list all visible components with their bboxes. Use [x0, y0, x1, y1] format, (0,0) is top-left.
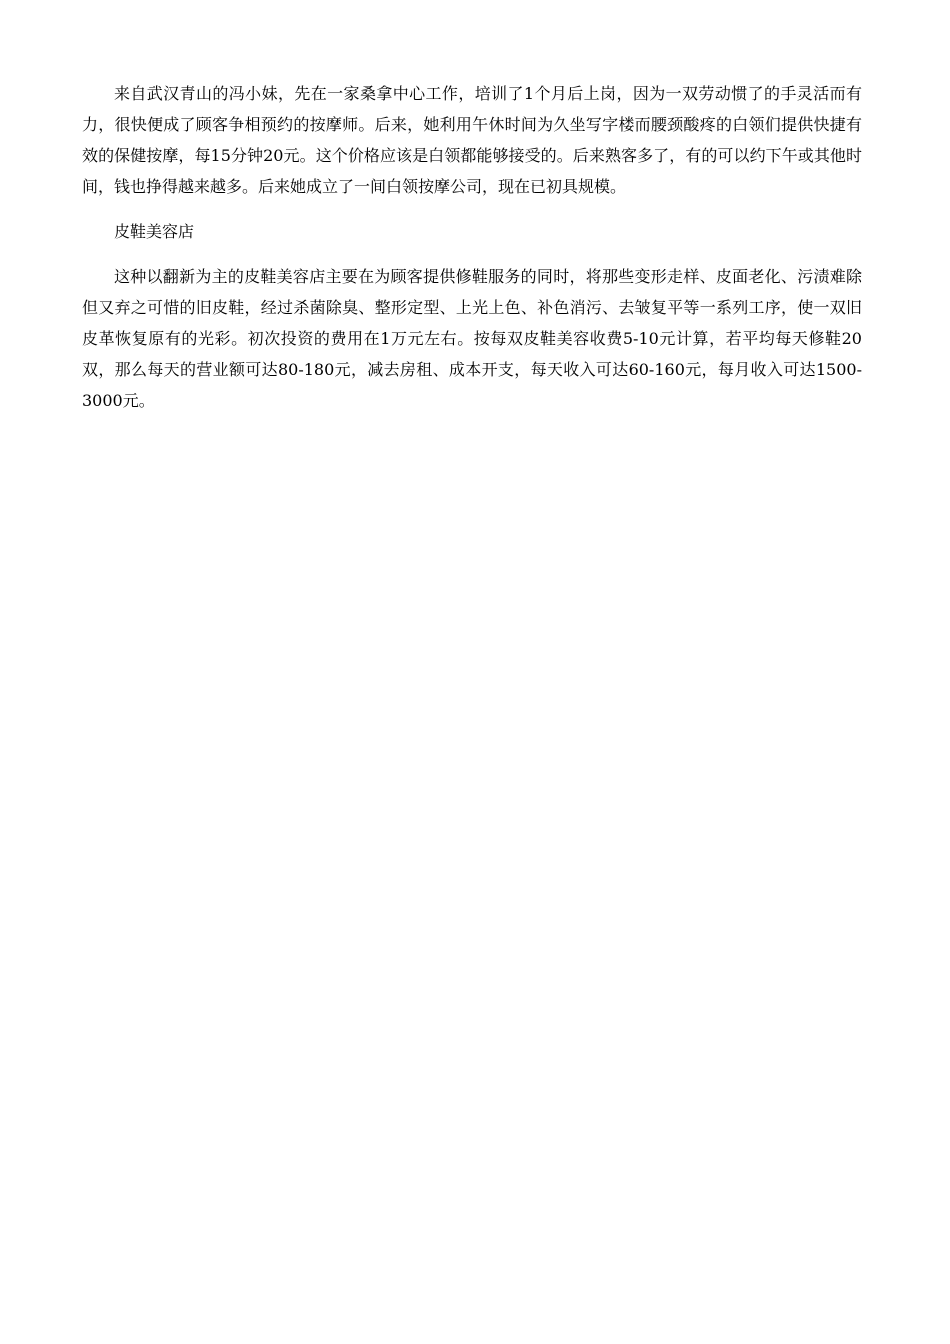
- paragraph-massage-story: 来自武汉青山的冯小妹，先在一家桑拿中心工作，培训了1个月后上岗，因为一双劳动惯了的手灵活而有力，很快便成了顾客争相预约的按摩师。后来，她利用午休时间为久坐写字楼而腰颈酸疼的白领们提供快捷有效的保健按摩，每15分钟20元。这个价格应该是白领都能够接受的。后来熟客多了，有的可以约下午或其他时间，钱也挣得越来越多。后来她成立了一间白领按摩公司，现在已初具规模。: [82, 84, 862, 196]
- document-page: [82, 78, 862, 416]
- section-heading-shoe-shop: 皮鞋美容店: [114, 222, 195, 241]
- paragraph-shoe-shop: 这种以翻新为主的皮鞋美容店主要在为顾客提供修鞋服务的同时，将那些变形走样、皮面老化、污渍难除但又弃之可惜的旧皮鞋，经过杀菌除臭、整形定型、上光上色、补色消污、去皱复平等一系列工序，使一双旧皮革恢复原有的光彩。初次投资的费用在1万元左右。按每双皮鞋美容收费5-10元计算，若平均每天修鞋20双，那么每天的营业额可达80-180元，减去房租、成本开支，每天收入可达60-160元，每月收入可达1500-3000元。: [82, 267, 862, 410]
